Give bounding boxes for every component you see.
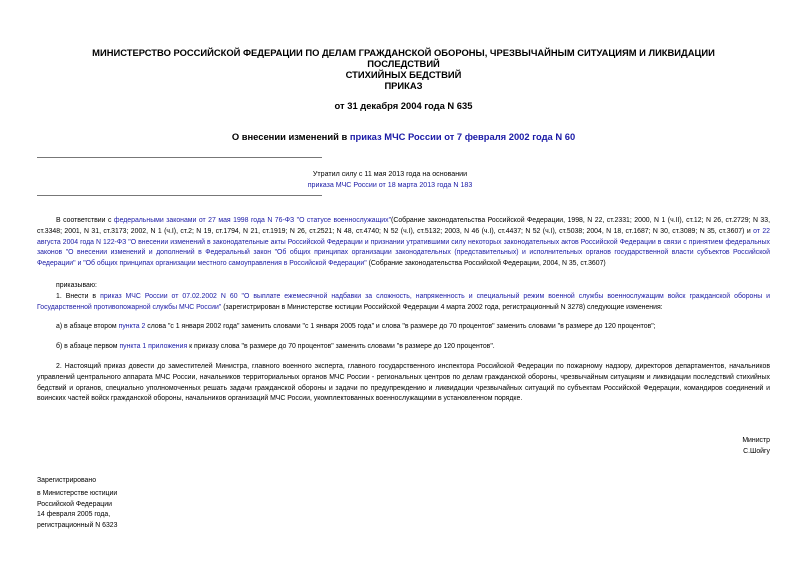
item-b-text-2: к приказу слова "в размере до 70 процентов" заменить словами "в размере до 120 процентов". — [187, 343, 495, 350]
registration-block — [37, 476, 117, 532]
item-b-text-1: б) в абзаце первом — [56, 343, 120, 350]
signature-block — [742, 436, 770, 458]
ministry-title — [60, 47, 747, 80]
order-60-link[interactable]: приказ МЧС России от 07.02.2002 N 60 "О выплате ежемесячной надбавки за сложность, напряженность и специальный режим военной службы военнослужащим войск гражданской обороны и Государственной противопожарной службы МЧС России" — [37, 293, 770, 311]
registration-line-2: в Министерстве юстиции — [37, 489, 118, 497]
item-2-paragraph — [37, 362, 770, 405]
divider-top — [37, 157, 322, 158]
ministry-title-line1: МИНИСТЕРСТВО РОССИЙСКОЙ ФЕДЕРАЦИИ ПО ДЕЛАМ ГРАЖДАНСКОЙ ОБОРОНЫ, ЧРЕЗВЫЧАЙНЫМ СИТУАЦИЯМ И ЛИКВИДАЦИИ ПОСЛЕДСТВИЙ — [92, 47, 715, 69]
ministry-title-line2: СТИХИЙНЫХ БЕДСТВИЙ — [345, 69, 462, 80]
order-intro — [37, 281, 770, 292]
registration-line-1: Зарегистрировано — [37, 477, 97, 484]
registration-line-3: Российской Федерации — [37, 500, 112, 508]
repeal-order-link[interactable]: приказа МЧС России от 18 марта 2013 года N 183 — [307, 181, 473, 189]
signature-name: С.Шойгу — [743, 447, 770, 455]
federal-law-122-link[interactable]: от 22 августа 2004 года N 122-ФЗ "О внесении изменений в законодательные акты Российской Федерации и признании утратившими силу некоторых законодательных актов Российской Федерации в связи с принятием федеральных законов "О внесении изменений и дополнений в Федеральный закон "Об общих принципах организации законодательных (представительных) и исполнительных органов государственной власти субъектов Российской Федерации" и "Об общих принципах организации местного самоуправления в Российской Федерации" — [37, 227, 770, 268]
item-a-text-1: а) в абзаце втором — [56, 323, 119, 330]
item-2-text: 2. Настоящий приказ довести до заместителей Министра, главного военного эксперта, главного государственного инспектора Российской Федерации по пожарному надзору, директоров департаментов, начальников управлений центрального аппарата МЧС России, начальников территориальных органов МЧС России - региональных центров по делам гражданской обороны, чрезвычайным ситуациям и ликвидации последствий стихийных бедствий и органов, специально уполномоченных решать задачи гражданской обороны и задачи по предупреждению и ликвидации чрезвычайных ситуаций по субъектам Российской Федерации, командиров соединений и воинских частей войск гражданской обороны, начальников организаций МЧС России, укомплектованных военнослужащими в установленном порядке. — [37, 363, 770, 403]
order-subject-prefix: О внесении изменений в — [231, 131, 350, 142]
clause-2-link[interactable]: пункта 2 — [118, 323, 146, 330]
order-intro-text: приказываю: — [56, 282, 97, 289]
repeal-note — [200, 169, 580, 191]
order-subject — [0, 131, 807, 142]
amended-order-link[interactable]: приказ МЧС России от 7 февраля 2002 года N 60 — [349, 131, 576, 142]
item-1-paragraph — [37, 292, 770, 314]
item-b-paragraph — [37, 342, 770, 353]
registration-line-4: 14 февраля 2005 года, — [37, 511, 111, 519]
preamble-text-2: (Собрание законодательства Российской Федерации, 1998, N 22, ст.2331; 2000, N 1 (ч.II), ст.12; N 26, ст.2729; N 33, ст.3348; 2001, N 31, ст.3173; 2002, N 1 (ч.I), ст.2; N 19, ст.1794, N 21, ст.1919; N 26, ст.2521; N 48, ст.4740; N 52 (ч.I), ст.5132; 2003, N 46 (ч.I), ст.4437; N 52 (ч.I), ст.5038; 2004, N 18, ст.1687; N 30, ст.3089; N 35, ст.3607) и — [37, 217, 771, 235]
item-1-text-2: (зарегистрирован в Министерстве юстиции Российской Федерации 4 марта 2002 года, регистрационный N 3278) следующие изменения: — [221, 303, 663, 311]
appendix-clause-1-link[interactable]: пункта 1 приложения — [119, 343, 188, 350]
registration-line-5: регистрационный N 6323 — [37, 522, 118, 530]
item-a-text-2: слова "с 1 января 2002 года" заменить словами "с 1 января 2005 года" и слова "в размере до 70 процентов" заменить словами "в размере до 120 процентов"; — [145, 323, 656, 330]
order-date-number: от 31 декабря 2004 года N 635 — [334, 100, 473, 111]
preamble-text-1: В соответствии с — [56, 217, 114, 224]
item-1-text-1: 1. Внести в — [56, 293, 101, 300]
preamble-text-3: (Собрание законодательства Российской Федерации, 2004, N 35, ст.3607) — [366, 260, 606, 268]
federal-law-76-link[interactable]: федеральными законами от 27 мая 1998 года N 76-ФЗ "О статусе военнослужащих" — [113, 217, 392, 224]
divider-bottom — [37, 195, 322, 196]
repeal-note-text: Утратил силу с 11 мая 2013 года на основании — [312, 170, 468, 178]
preamble-paragraph — [37, 216, 770, 270]
item-a-paragraph — [37, 322, 770, 333]
order-heading: ПРИКАЗ — [384, 80, 423, 91]
signature-title: Министр — [742, 437, 770, 444]
